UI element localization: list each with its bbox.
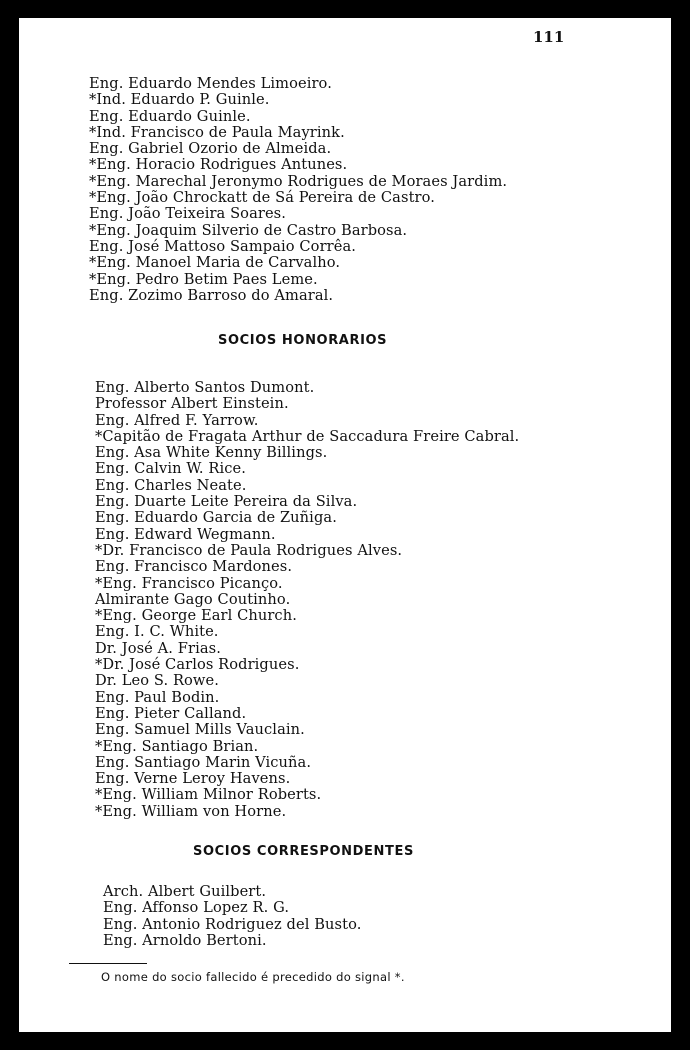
- member-entry: Eng. Alberto Santos Dumont.: [95, 379, 315, 396]
- member-entry: *Eng. Joaquim Silverio de Castro Barbosa.: [89, 221, 408, 239]
- member-entry: Eng. Edward Wegmann.: [95, 525, 276, 543]
- member-entry: *Eng. Horacio Rodrigues Antunes.: [89, 156, 348, 174]
- footnote: O nome do socio fallecido é precedido do signal *.: [101, 970, 405, 984]
- member-entry: Arch. Albert Guilbert.: [103, 883, 267, 900]
- honorary-members-list: [95, 380, 519, 820]
- member-entry: Eng. Arnoldo Bertoni.: [103, 931, 267, 949]
- member-entry: Eng. Charles Neate.: [95, 476, 247, 494]
- member-entry: *Eng. Marechal Jeronymo Rodrigues de Moraes Jardim.: [89, 172, 508, 190]
- member-entry: *Ind. Francisco de Paula Mayrink.: [89, 123, 345, 141]
- member-entry: Eng. José Mattoso Sampaio Corrêa.: [89, 237, 356, 255]
- member-entry: Professor Albert Einstein.: [95, 395, 289, 413]
- member-entry: Eng. Santiago Marin Vicuña.: [95, 753, 312, 771]
- member-entry: *Eng. Santiago Brian.: [95, 737, 259, 755]
- member-entry: *Eng. George Earl Church.: [95, 607, 297, 625]
- footnote-rule: [69, 963, 147, 964]
- member-entry: *Eng. Manoel Maria de Carvalho.: [89, 254, 341, 272]
- member-entry: Eng. Eduardo Mendes Limoeiro.: [89, 75, 332, 92]
- member-entry: *Dr. José Carlos Rodrigues.: [95, 656, 300, 674]
- member-entry: *Eng. William Milnor Roberts.: [95, 786, 322, 804]
- corresponding-members-list: [103, 884, 361, 949]
- member-entry: Eng. Alfred F. Yarrow.: [95, 411, 259, 429]
- member-entry: Eng. Calvin W. Rice.: [95, 460, 246, 478]
- member-entry: Eng. Zozimo Barroso do Amaral.: [89, 286, 334, 304]
- document-page: [19, 18, 671, 1032]
- member-entry: Eng. Affonso Lopez R. G.: [103, 899, 290, 917]
- heading-socios-correspondentes: SOCIOS CORRESPONDENTES: [193, 844, 414, 859]
- member-entry: *Eng. Francisco Picanço.: [95, 574, 283, 592]
- member-entry: Eng. Eduardo Guinle.: [89, 107, 251, 125]
- member-entry: Eng. Verne Leroy Havens.: [95, 770, 291, 788]
- member-entry: Eng. Francisco Mardones.: [95, 558, 293, 576]
- member-entry: Eng. Paul Bodin.: [95, 688, 220, 706]
- page-number: 111: [533, 28, 565, 46]
- member-entry: Eng. Asa White Kenny Billings.: [95, 444, 328, 462]
- member-entry: *Eng. Pedro Betim Paes Leme.: [89, 270, 318, 288]
- member-entry: Dr. Leo S. Rowe.: [95, 672, 219, 690]
- member-entry: Dr. José A. Frias.: [95, 639, 221, 657]
- member-list-continued: [89, 76, 507, 304]
- member-entry: Eng. João Teixeira Soares.: [89, 205, 287, 223]
- member-entry: Eng. Duarte Leite Pereira da Silva.: [95, 493, 358, 511]
- member-entry: Eng. Samuel Mills Vauclain.: [95, 721, 305, 739]
- member-entry: Eng. Antonio Rodriguez del Busto.: [103, 915, 362, 933]
- member-entry: Almirante Gago Coutinho.: [95, 590, 291, 608]
- member-entry: *Capitão de Fragata Arthur de Saccadura Freire Cabral.: [95, 427, 520, 445]
- member-entry: *Dr. Francisco de Paula Rodrigues Alves.: [95, 541, 403, 559]
- member-entry: Eng. Pieter Calland.: [95, 704, 247, 722]
- member-entry: Eng. I. C. White.: [95, 623, 219, 641]
- member-entry: *Eng. João Chrockatt de Sá Pereira de Castro.: [89, 189, 435, 207]
- heading-socios-honorarios: SOCIOS HONORARIOS: [218, 333, 388, 348]
- member-entry: *Eng. William von Horne.: [95, 802, 287, 820]
- member-entry: *Ind. Eduardo P. Guinle.: [89, 91, 270, 109]
- member-entry: Eng. Eduardo Garcia de Zuñiga.: [95, 509, 337, 527]
- member-entry: Eng. Gabriel Ozorio de Almeida.: [89, 140, 332, 158]
